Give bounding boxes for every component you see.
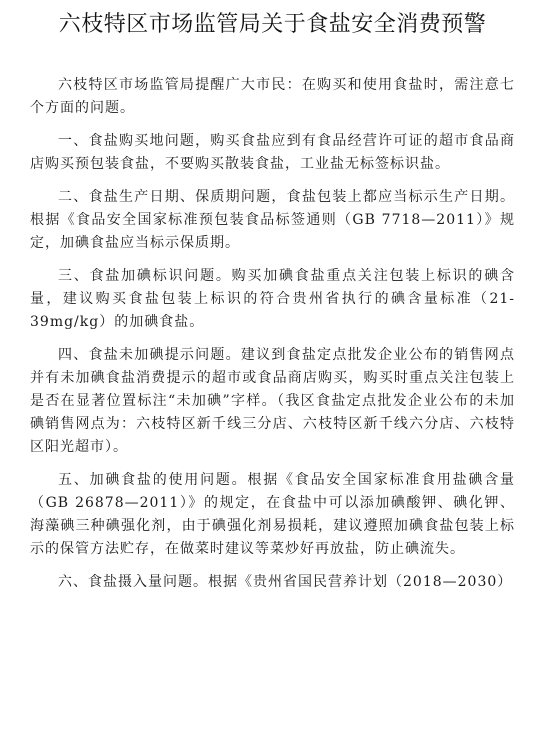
paragraph-iodized-salt-usage: 五、加碘食盐的使用问题。根据《食品安全国家标准食用盐碘含量（GB 26878—2011）》的规定，在食盐中可以添加碘酸钾、碘化钾、海藻碘三种碘强化剂，由于碘强化剂易损耗，建议遵照加碘食盐包装上标示的保管方法贮存，在做菜时建议等菜炒好再放盐，防止碘流失。 xyxy=(30,472,515,557)
paragraph-iodine-label: 三、食盐加碘标识问题。购买加碘食盐重点关注包装上标识的碘含量，建议购买食盐包装上标识的符合贵州省执行的碘含量标准（21-39mg/kg）的加碘食盐。 xyxy=(30,268,515,330)
paragraph-purchase-location: 一、食盐购买地问题，购买食盐应到有食品经营许可证的超市食品商店购买预包装食盐，不要购买散装食盐，工业盐无标签标识盐。 xyxy=(30,133,515,172)
document-body xyxy=(30,74,515,594)
paragraph-salt-intake: 六、食盐摄入量问题。根据《贵州省国民营养计划（2018—2030） xyxy=(58,574,513,590)
paragraph-non-iodized-notice: 四、食盐未加碘提示问题。建议到食盐定点批发企业公布的销售网点并有未加碘食盐消费提示的超市或食品商店购买，购买时重点关注包装上是否在显著位置标注“未加碘”字样。（我区食盐定点批发企业公布的未加碘销售网点为：六枝特区新千线三分店、六枝特区新千线六分店、六枝特区阳光超市）。 xyxy=(30,347,515,455)
paragraph-intro: 六枝特区市场监管局提醒广大市民：在购买和使用食盐时，需注意七个方面的问题。 xyxy=(30,77,515,116)
document-title: 六枝特区市场监管局关于食盐安全消费预警 xyxy=(58,12,487,37)
paragraph-production-date: 二、食盐生产日期、保质期问题，食盐包装上都应当标示生产日期。根据《食品安全国家标准预包装食品标签通则（GB 7718—2011）》规定，加碘食盐应当标示保质期。 xyxy=(30,189,515,251)
